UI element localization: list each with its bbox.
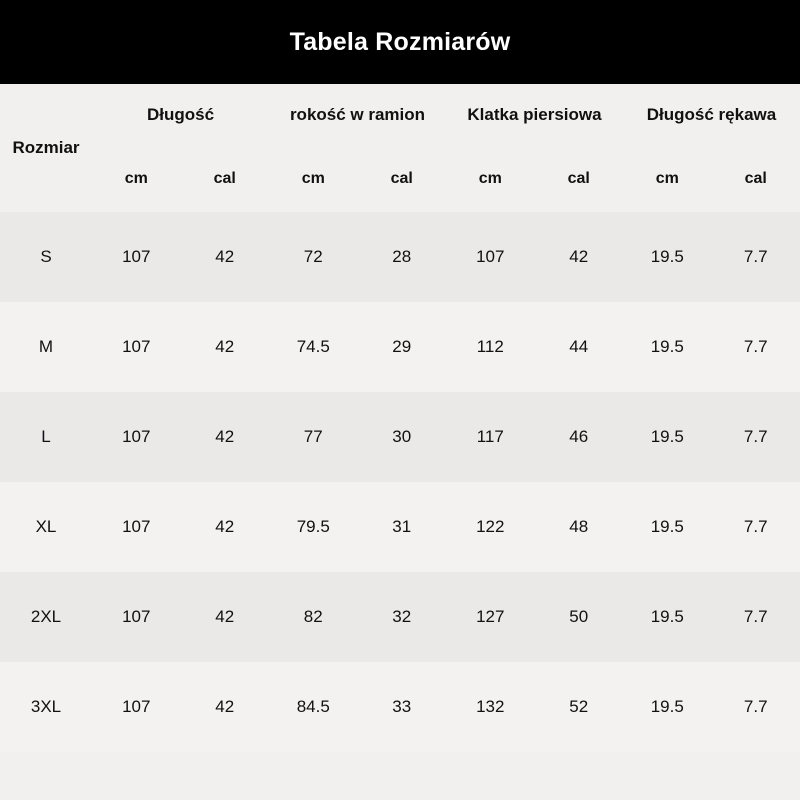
unit-header-shoulder-cm: cm [269,146,358,212]
row-cell: 29 [358,302,447,392]
group-header-chest-label: Klatka piersiowa [467,105,602,124]
row-cell: 31 [358,482,447,572]
row-cell: 127 [446,572,535,662]
row-cell: 107 [446,212,535,302]
row-size: 2XL [0,572,92,662]
table-row [0,212,800,302]
table-row [0,302,800,392]
row-cell: 32 [358,572,447,662]
row-cell: 19.5 [623,392,712,482]
row-cell: 117 [446,392,535,482]
row-cell: 7.7 [712,302,800,392]
group-header-sleeve [623,84,800,146]
unit-header-sleeve-in: cal [712,146,800,212]
row-cell: 42 [181,662,270,752]
row-cell: 107 [92,662,181,752]
row-cell: 28 [358,212,447,302]
row-cell: 46 [535,392,624,482]
row-cell: 30 [358,392,447,482]
unit-header-length-in: cal [181,146,270,212]
group-header-shoulder-label: rokość w ramion [289,105,426,124]
row-cell: 72 [269,212,358,302]
row-cell: 7.7 [712,482,800,572]
row-cell: 50 [535,572,624,662]
row-cell: 42 [181,572,270,662]
row-cell: 107 [92,482,181,572]
row-size: L [0,392,92,482]
group-header-sleeve-label: Długość rękawa [646,105,777,124]
row-cell: 107 [92,212,181,302]
row-cell: 77 [269,392,358,482]
unit-header-chest-in: cal [535,146,624,212]
table-unit-header-row [0,146,800,212]
row-cell: 19.5 [623,212,712,302]
row-cell: 52 [535,662,624,752]
row-cell: 7.7 [712,572,800,662]
row-cell: 7.7 [712,392,800,482]
table-group-header-row [0,84,800,146]
row-size: M [0,302,92,392]
title-bar [0,0,800,84]
row-cell: 7.7 [712,662,800,752]
table-row [0,572,800,662]
row-cell: 42 [181,302,270,392]
row-cell: 42 [181,392,270,482]
group-header-length [92,84,269,146]
size-column-header: Rozmiar [0,84,92,212]
row-cell: 79.5 [269,482,358,572]
unit-header-chest-cm: cm [446,146,535,212]
row-cell: 74.5 [269,302,358,392]
unit-header-shoulder-in: cal [358,146,447,212]
row-cell: 107 [92,302,181,392]
table-row [0,482,800,572]
row-size: 3XL [0,662,92,752]
row-cell: 107 [92,392,181,482]
unit-header-sleeve-cm: cm [623,146,712,212]
page-title: Tabela Rozmiarów [289,27,511,56]
row-cell: 7.7 [712,212,800,302]
group-header-length-label: Długość [146,105,215,124]
row-cell: 42 [181,212,270,302]
row-cell: 19.5 [623,662,712,752]
row-cell: 19.5 [623,302,712,392]
row-cell: 42 [535,212,624,302]
row-cell: 33 [358,662,447,752]
table-row [0,392,800,482]
row-cell: 132 [446,662,535,752]
size-table [0,84,800,752]
row-cell: 19.5 [623,572,712,662]
row-cell: 48 [535,482,624,572]
group-header-chest [446,84,623,146]
row-cell: 19.5 [623,482,712,572]
row-cell: 84.5 [269,662,358,752]
row-cell: 107 [92,572,181,662]
row-size: S [0,212,92,302]
row-cell: 122 [446,482,535,572]
table-row [0,662,800,752]
row-cell: 112 [446,302,535,392]
row-cell: 42 [181,482,270,572]
row-size: XL [0,482,92,572]
group-header-shoulder [269,84,446,146]
row-cell: 82 [269,572,358,662]
unit-header-length-cm: cm [92,146,181,212]
row-cell: 44 [535,302,624,392]
